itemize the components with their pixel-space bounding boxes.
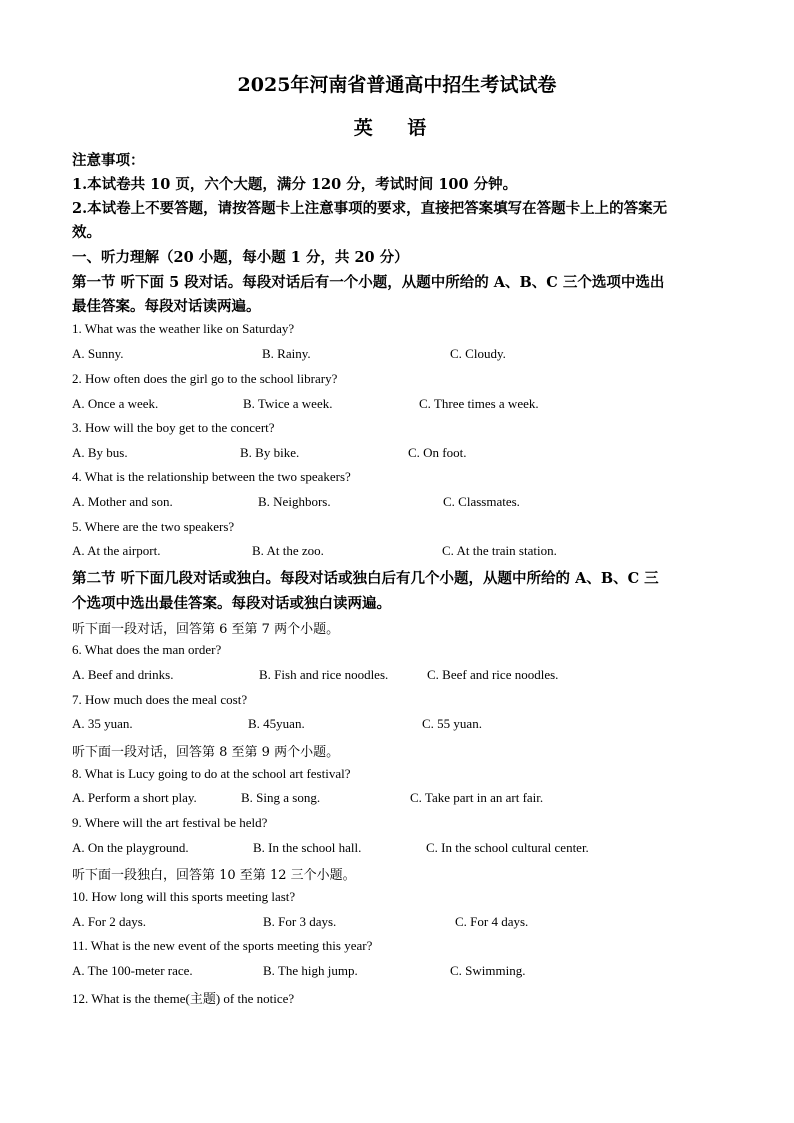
part-1-instructions-line-1: 第一节 听下面 5 段对话。每段对话后有一个小题，从题中所给的 A、B、C 三个选项中选出 — [72, 274, 665, 291]
q8-option-b: B. Sing a song. — [241, 790, 321, 805]
q7-option-b: B. 45yuan. — [248, 716, 305, 731]
q6-option-c: C. Beef and rice noodles. — [427, 667, 559, 682]
q3-option-a: A. By bus. — [72, 445, 128, 460]
q6-option-b: B. Fish and rice noodles. — [259, 667, 389, 682]
question-11: 11. What is the new event of the sports meeting this year? — [72, 938, 373, 953]
section-1-title: 一、听力理解（20 小题，每小题 1 分，共 20 分） — [72, 249, 409, 266]
q1-option-c: C. Cloudy. — [450, 346, 506, 361]
q5-option-c: C. At the train station. — [442, 543, 557, 558]
q9-option-c: C. In the school cultural center. — [426, 840, 589, 855]
subject-title: 英 语 — [353, 117, 441, 139]
q9-option-b: B. In the school hall. — [253, 840, 362, 855]
question-10: 10. How long will this sports meeting last? — [72, 889, 296, 904]
notes-item-1: 1.本试卷共 10 页，六个大题，满分 120 分，考试时间 100 分钟。 — [72, 176, 518, 193]
q10-option-a: A. For 2 days. — [72, 914, 147, 929]
part-2-instructions-line-1: 第二节 听下面几段对话或独白。每段对话或独白后有几个小题，从题中所给的 A、B、C 三 — [72, 570, 659, 587]
q9-option-a: A. On the playground. — [72, 840, 189, 855]
q5-option-a: A. At the airport. — [72, 543, 161, 558]
question-8: 8. What is Lucy going to do at the school art festival? — [72, 766, 351, 781]
notes-item-2-line-2: 效。 — [72, 224, 101, 241]
q6-option-a: A. Beef and drinks. — [72, 667, 174, 682]
q7-option-c: C. 55 yuan. — [422, 716, 482, 731]
q1-option-a: A. Sunny. — [72, 346, 124, 361]
q3-option-c: C. On foot. — [408, 445, 467, 460]
q4-option-c: C. Classmates. — [443, 494, 520, 509]
question-9: 9. Where will the art festival be held? — [72, 815, 268, 830]
q7-option-a: A. 35 yuan. — [72, 716, 133, 731]
intro-questions-8-9: 听下面一段对话，回答第 8 至第 9 两个小题。 — [72, 745, 340, 760]
question-3: 3. How will the boy get to the concert? — [72, 420, 275, 435]
q11-option-b: B. The high jump. — [263, 963, 358, 978]
question-6: 6. What does the man order? — [72, 642, 222, 657]
q2-option-a: A. Once a week. — [72, 396, 159, 411]
q4-option-b: B. Neighbors. — [258, 494, 331, 509]
part-1-instructions-line-2: 最佳答案。每段对话读两遍。 — [72, 298, 261, 315]
notes-heading: 注意事项： — [72, 152, 145, 169]
q8-option-a: A. Perform a short play. — [72, 790, 197, 805]
question-5: 5. Where are the two speakers? — [72, 519, 235, 534]
q4-option-a: A. Mother and son. — [72, 494, 173, 509]
q10-option-b: B. For 3 days. — [263, 914, 337, 929]
q11-option-c: C. Swimming. — [450, 963, 526, 978]
question-2: 2. How often does the girl go to the school library? — [72, 371, 338, 386]
q10-option-c: C. For 4 days. — [455, 914, 529, 929]
q2-option-c: C. Three times a week. — [419, 396, 539, 411]
intro-questions-10-12: 听下面一段独白，回答第 10 至第 12 三个小题。 — [72, 868, 356, 883]
q3-option-b: B. By bike. — [240, 445, 300, 460]
question-1: 1. What was the weather like on Saturday? — [72, 321, 295, 336]
part-2-instructions-line-2: 个选项中选出最佳答案。每段对话或独白读两遍。 — [72, 595, 391, 612]
exam-title: 2025年河南省普通高中招生考试试卷 — [237, 74, 557, 96]
q11-option-a: A. The 100-meter race. — [72, 963, 193, 978]
question-7: 7. How much does the meal cost? — [72, 692, 248, 707]
q2-option-b: B. Twice a week. — [243, 396, 333, 411]
question-4: 4. What is the relationship between the two speakers? — [72, 469, 351, 484]
q8-option-c: C. Take part in an art fair. — [410, 790, 544, 805]
intro-questions-6-7: 听下面一段对话，回答第 6 至第 7 两个小题。 — [72, 622, 340, 637]
notes-item-2-line-1: 2.本试卷上不要答题，请按答题卡上注意事项的要求，直接把答案填写在答题卡上上的答案无 — [72, 200, 668, 217]
q1-option-b: B. Rainy. — [262, 346, 311, 361]
q5-option-b: B. At the zoo. — [252, 543, 324, 558]
question-12: 12. What is the theme(主题) of the notice? — [72, 991, 295, 1006]
